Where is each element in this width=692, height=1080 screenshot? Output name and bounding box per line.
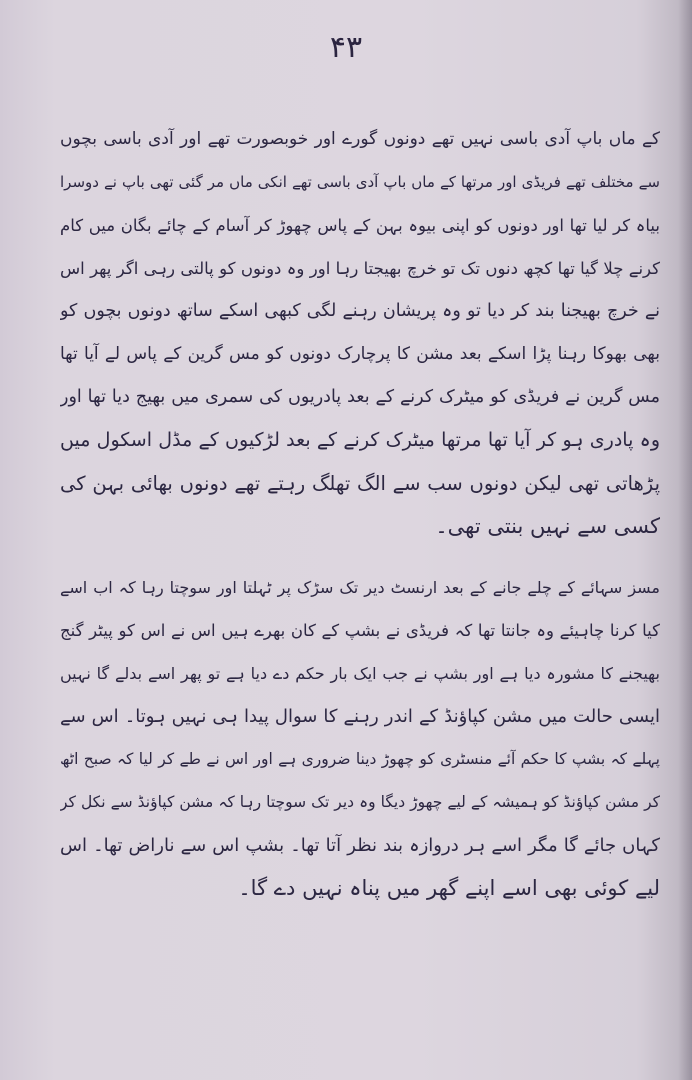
text-line: کر مشن کپاؤنڈ کو ہمیشہ کے لیے چھوڑ دیگا وہ دیر تک سوچتا رہا کہ مشن کپاؤنڈ سے نکل کر bbox=[60, 793, 660, 811]
text-line: مسز سہائے کے چلے جانے کے بعد ارنسٹ دیر تک سڑک پر ٹہلتا اور سوچتا رہا کہ اب اسے bbox=[60, 578, 660, 597]
text-line: بھی بھوکا رہنا پڑا اسکے بعد مشن کا پرچارک دونوں کو مس گرین کے پاس لے آیا تھا bbox=[60, 344, 660, 364]
text-line: پڑھاتی تھی لیکن دونوں سب سے الگ تھلگ رہتے تھے دونوں بھائی بہن کی bbox=[60, 472, 660, 495]
page-number: ۴۳ bbox=[329, 30, 363, 65]
text-line: مس گرین نے فریڈی کو میٹرک کرنے کے بعد پادریوں کی سمری میں بھیج دیا تھا اور bbox=[60, 387, 660, 407]
page-edge-shadow bbox=[678, 0, 692, 1080]
text-line: کسی سے نہیں بنتی تھی۔ bbox=[435, 514, 660, 538]
text-line: لیے کوئی بھی اسے اپنے گھر میں پناہ نہیں دے گا۔ bbox=[238, 876, 660, 900]
text-line: بیاہ کر لیا تھا اور دونوں کو اپنی بیوہ بہن کے پاس چھوڑ کر آسام کے چائے بگان میں کام bbox=[60, 216, 660, 235]
text-line: کرنے چلا گیا تھا کچھ دنوں تک تو خرچ بھیجتا رہا اور وہ دونوں کو پالتی رہی اگر پھر اس bbox=[60, 259, 660, 278]
text-line: کے ماں باپ آدی باسی نہیں تھے دونوں گورے اور خوبصورت تھے اور آدی باسی بچوں bbox=[60, 129, 660, 149]
text-line: پہلے کہ بشپ کا حکم آئے منسٹری کو چھوڑ دینا ضروری ہے اور اس نے طے کر لیا کہ صبح اٹھ bbox=[60, 750, 660, 768]
text-line: کیا کرنا چاہیئے وہ جانتا تھا کہ فریڈی نے بشپ کے کان بھرے ہیں اس نے اس کو پیٹر گنج bbox=[60, 621, 660, 640]
text-line: ایسی حالت میں مشن کپاؤنڈ کے اندر رہنے کا سوال پیدا ہی نہیں ہوتا۔ اس سے bbox=[60, 706, 660, 727]
text-line: کہاں جائے گا مگر اسے ہر دروازہ بند نظر آتا تھا۔ بشپ اس سے ناراض تھا۔ اس bbox=[60, 835, 660, 856]
paragraph-2 bbox=[60, 566, 660, 910]
text-line: بھیجنے کا مشورہ دیا ہے اور بشپ نے جب ایک بار حکم دے دیا ہے تو پھر اسے بدلے گا نہیں bbox=[60, 664, 660, 683]
text-line: وہ پادری ہو کر آیا تھا مرتھا میٹرک کرنے کے بعد لڑکیوں کے مڈل اسکول میں bbox=[60, 429, 660, 451]
paragraph-1 bbox=[60, 118, 660, 548]
text-line: نے خرچ بھیجنا بند کر دیا تو وہ پریشان رہنے لگی کبھی اسکے ساتھ دونوں بچوں کو bbox=[60, 301, 660, 321]
text-line: سے مختلف تھے فریڈی اور مرتھا کے ماں باپ آدی باسی تھے انکی ماں مر گئی تھی باپ نے دوسرا bbox=[60, 173, 660, 191]
